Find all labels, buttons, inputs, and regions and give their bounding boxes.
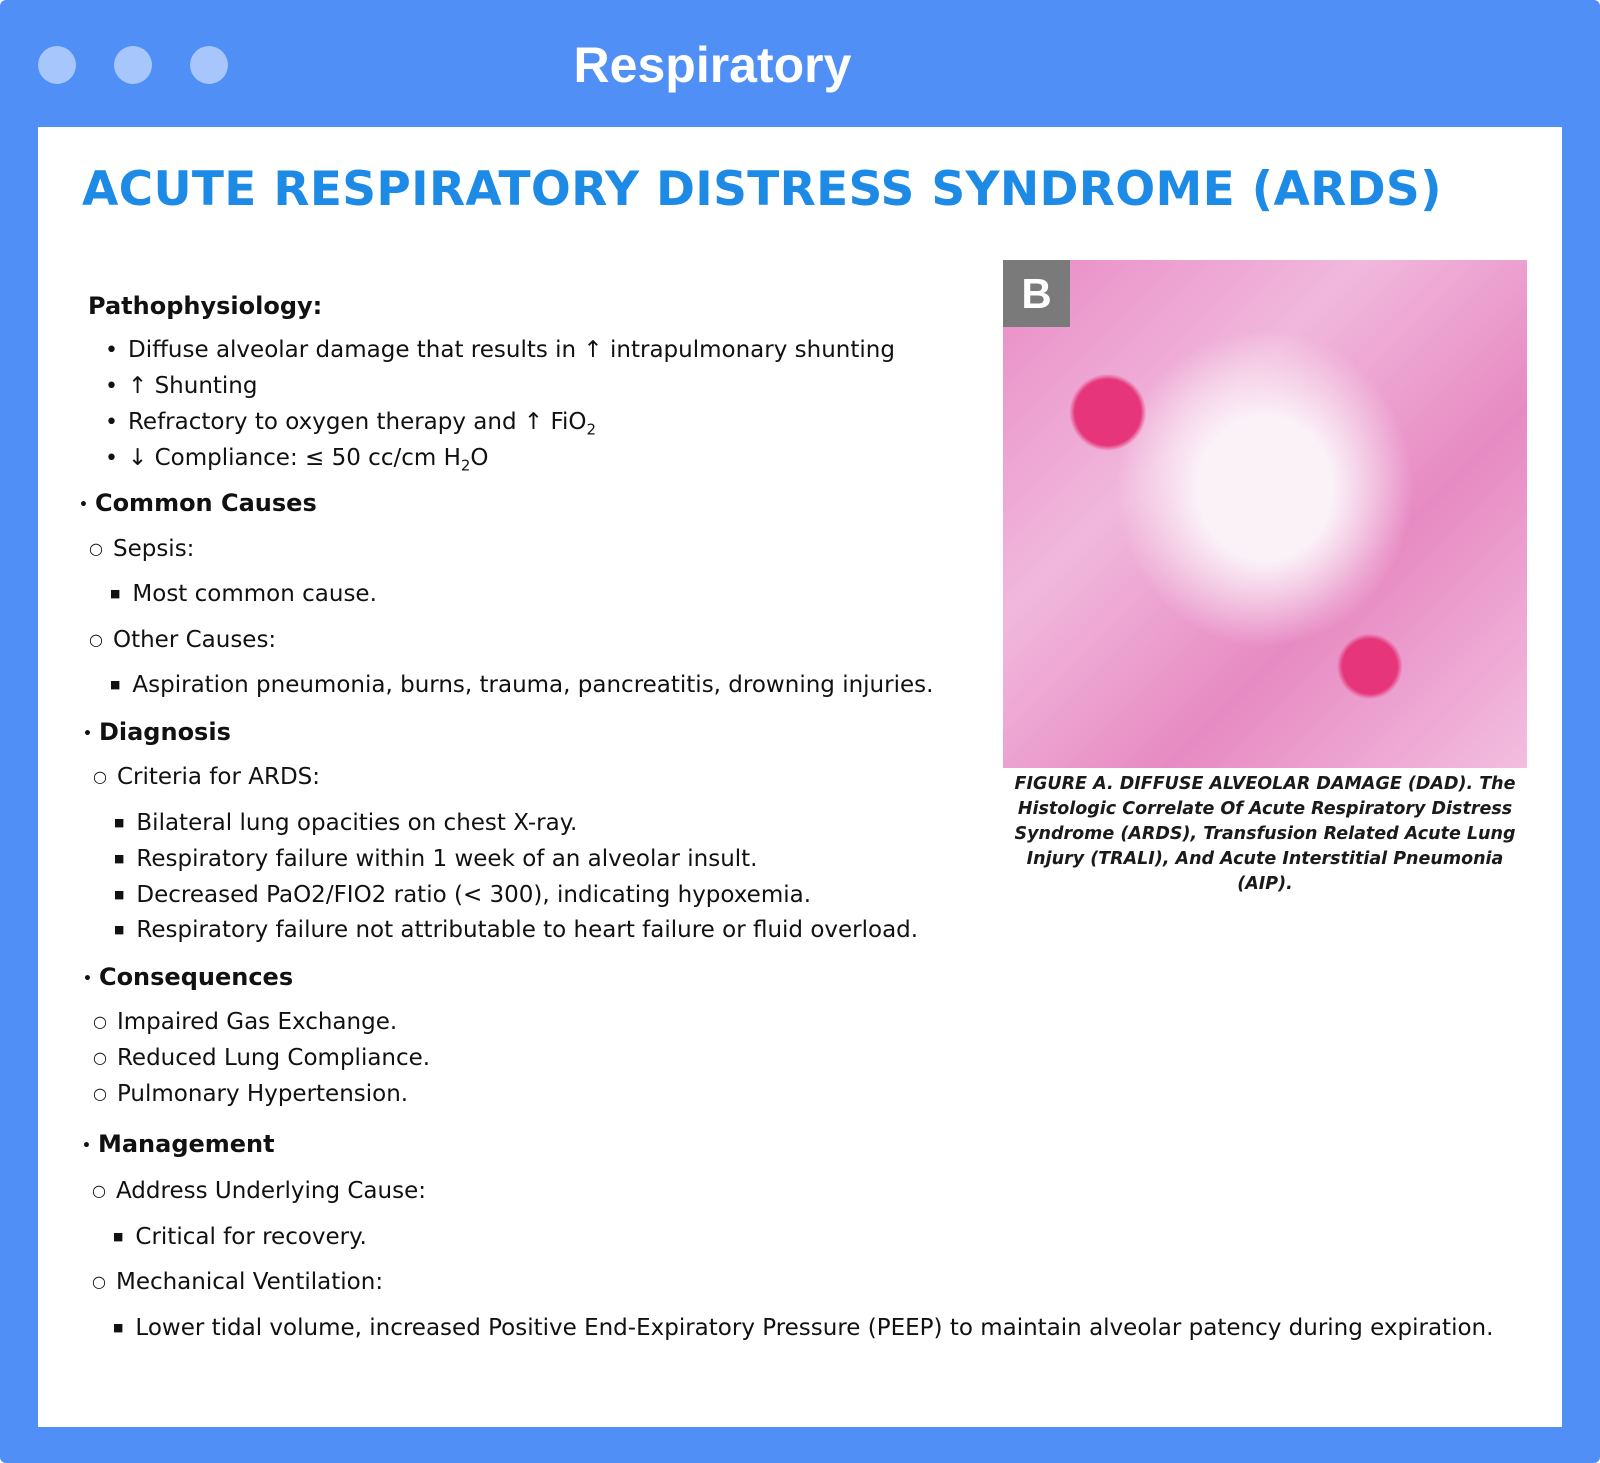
bullet-icon: • <box>105 374 118 399</box>
section-causes-title: • Common Causes <box>79 487 317 521</box>
square-bullet-icon: ■ <box>114 888 125 901</box>
circle-bullet-icon: ○ <box>92 1181 106 1200</box>
list-item: ○ Sepsis: <box>89 533 194 565</box>
list-item: ○ Pulmonary Hypertension. <box>93 1078 408 1110</box>
section-management-title: • Management <box>82 1128 275 1162</box>
circle-bullet-icon: ○ <box>93 1048 107 1067</box>
list-item: ■ Respiratory failure within 1 week of an alveolar insult. <box>114 843 758 875</box>
list-item: ■ Respiratory failure not attributable to heart failure or fluid overload. <box>114 914 918 946</box>
section-pathophysiology-title: Pathophysiology: <box>88 292 323 320</box>
square-bullet-icon: ■ <box>114 816 125 829</box>
list-item: ■ Most common cause. <box>110 578 377 610</box>
bullet-icon: • <box>83 971 92 987</box>
section-consequences-title: • Consequences <box>83 961 293 995</box>
list-item: • Diffuse alveolar damage that results in ↑ intrapulmonary shunting <box>105 334 895 367</box>
figure-caption: FIGURE A. DIFFUSE ALVEOLAR DAMAGE (DAD). The Histologic Correlate Of Acute Respiratory Distress Syndrome (ARDS), Transfusion Related Acute Lung Injury (TRALI), And Acute Interstitial Pneumonia (AIP). <box>1014 774 1516 894</box>
circle-bullet-icon: ○ <box>93 1084 107 1103</box>
bullet-icon: • <box>83 726 92 742</box>
list-item: ○ Criteria for ARDS: <box>93 761 320 793</box>
list-item: ○ Reduced Lung Compliance. <box>93 1042 430 1074</box>
list-item: ■ Bilateral lung opacities on chest X-ray. <box>114 807 577 839</box>
square-bullet-icon: ■ <box>114 923 125 936</box>
circle-bullet-icon: ○ <box>89 539 103 558</box>
circle-bullet-icon: ○ <box>92 1272 106 1291</box>
list-item: ■ Aspiration pneumonia, burns, trauma, pancreatitis, drowning injuries. <box>110 669 933 701</box>
list-item: • ↑ Shunting <box>105 370 257 403</box>
list-item: ○ Address Underlying Cause: <box>92 1175 426 1207</box>
window-title: Respiratory <box>573 37 852 93</box>
bullet-icon: • <box>105 410 118 435</box>
list-item: ■ Critical for recovery. <box>113 1221 367 1253</box>
square-bullet-icon: ■ <box>113 1321 124 1334</box>
square-bullet-icon: ■ <box>114 852 125 865</box>
list-item: ○ Mechanical Ventilation: <box>92 1266 383 1298</box>
square-bullet-icon: ■ <box>113 1230 124 1243</box>
circle-bullet-icon: ○ <box>93 767 107 786</box>
square-bullet-icon: ■ <box>110 678 121 691</box>
figure-label-badge: B <box>1003 260 1070 327</box>
circle-bullet-icon: ○ <box>93 1012 107 1031</box>
list-item: ■ Decreased PaO2/FIO2 ratio (< 300), indicating hypoxemia. <box>114 879 811 911</box>
content-card <box>38 127 1562 1427</box>
bullet-icon: • <box>79 497 88 513</box>
list-item: ■ Lower tidal volume, increased Positive End-Expiratory Pressure (PEEP) to maintain alveolar patency during expiration. <box>113 1312 1493 1344</box>
bullet-icon: • <box>105 446 118 471</box>
bullet-icon: • <box>82 1138 91 1154</box>
list-item: ○ Other Causes: <box>89 624 276 656</box>
list-item: • ↓ Compliance: ≤ 50 cc/cm $H_2O$ <box>105 445 489 475</box>
bullet-icon: • <box>105 338 118 363</box>
circle-bullet-icon: ○ <box>89 630 103 649</box>
list-item: ○ Impaired Gas Exchange. <box>93 1006 397 1038</box>
square-bullet-icon: ■ <box>110 587 121 600</box>
histology-image <box>1003 260 1527 768</box>
list-item: • Refractory to oxygen therapy and ↑ FiO$_2$ <box>105 409 597 439</box>
page-heading: ACUTE RESPIRATORY DISTRESS SYNDROME (ARDS) <box>82 162 1442 217</box>
section-diagnosis-title: • Diagnosis <box>83 716 231 750</box>
